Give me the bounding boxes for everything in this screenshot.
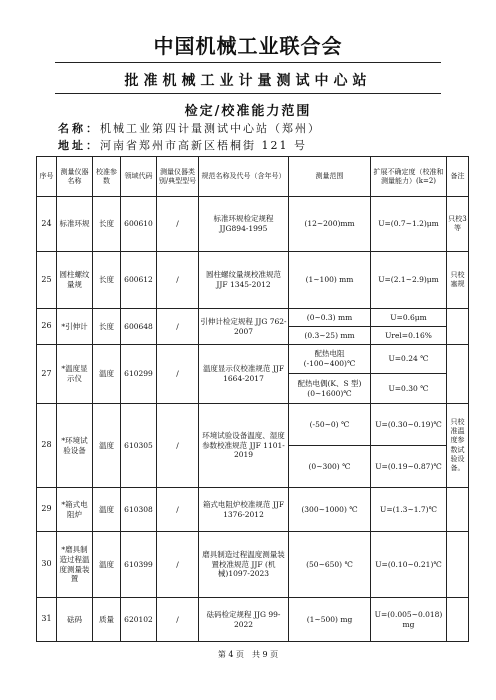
cell-spec: 温度显示仪校准规范 JJF 1664-2017	[199, 345, 289, 404]
cell-note	[447, 309, 469, 345]
cell-range: 配热电阻(-100~400)℃	[289, 345, 371, 374]
cell-instrument: 标准环规	[57, 197, 93, 252]
cell-param: 温度	[93, 488, 121, 532]
cell-instrument: *磨具制造过程温度测量装置	[57, 532, 93, 598]
cell-seq: 25	[37, 252, 57, 309]
table-header-row	[37, 157, 469, 197]
cell-note	[447, 488, 469, 532]
center-title: 批准机械工业计量测试中心站	[124, 73, 372, 89]
cell-param: 长度	[93, 252, 121, 309]
address-label: 地址：	[58, 139, 100, 152]
col-type: 测量仪器类别/典型型号	[157, 157, 199, 197]
cell-spec: 环境试验设备温度、湿度参数校准规范 JJF 1101-2019	[199, 404, 289, 488]
cell-param: 温度	[93, 345, 121, 404]
cell-type: /	[157, 404, 199, 488]
name-value: 机械工业第四计量测试中心站（郑州）	[100, 122, 321, 135]
header-rule-bottom	[55, 93, 441, 94]
col-instrument: 测量仪器名称	[57, 157, 93, 197]
cell-spec: 砝码检定规程 JJG 99-2022	[199, 598, 289, 642]
cell-code: 610308	[121, 488, 157, 532]
table-row	[37, 197, 469, 252]
cell-uncertainty: U=(0.30~0.19)℃	[371, 404, 447, 446]
cell-seq: 26	[37, 309, 57, 345]
cell-uncertainty: U=(0.005~0.018) mg	[371, 598, 447, 642]
cell-uncertainty: U=(2.1~2.9)μm	[371, 252, 447, 309]
col-param: 校准参数	[93, 157, 121, 197]
cell-param: 长度	[93, 197, 121, 252]
cell-range: (0~0.3) mm	[289, 309, 371, 327]
address-line	[58, 137, 307, 153]
cell-range: (12~200)mm	[289, 197, 371, 252]
table-row	[37, 598, 469, 642]
cell-param: 温度	[93, 404, 121, 488]
cell-spec: 磨具制造过程温度测量装置校准规范 JJF (机械)1097-2023	[199, 532, 289, 598]
cell-type: /	[157, 488, 199, 532]
cell-param: 长度	[93, 309, 121, 345]
col-seq: 序号	[37, 157, 57, 197]
cell-instrument: 圆柱螺纹量规	[57, 252, 93, 309]
cell-seq: 28	[37, 404, 57, 488]
cell-spec: 箱式电阻炉校准规范 JJF 1376-2012	[199, 488, 289, 532]
cell-instrument: *箱式电阻炉	[57, 488, 93, 532]
cell-type: /	[157, 532, 199, 598]
cell-type: /	[157, 252, 199, 309]
cell-note: 只校3等	[447, 197, 469, 252]
cell-uncertainty: U=(0.10~0.21)℃	[371, 532, 447, 598]
table-row	[37, 345, 469, 374]
cell-uncertainty: Urel=0.16%	[371, 327, 447, 345]
cell-spec: 标准环规检定规程 JJG894-1995	[199, 197, 289, 252]
table-row	[37, 488, 469, 532]
table-row	[37, 532, 469, 598]
cell-uncertainty: U=(0.19~0.87)℃	[371, 446, 447, 488]
cell-code: 620102	[121, 598, 157, 642]
cell-seq: 29	[37, 488, 57, 532]
cell-note	[447, 598, 469, 642]
scope-title: 检定/校准能力范围	[184, 104, 312, 119]
col-range: 测量范围	[289, 157, 371, 197]
cell-type: /	[157, 197, 199, 252]
cell-spec: 引伸计检定规程 JJG 762-2007	[199, 309, 289, 345]
cell-param: 温度	[93, 532, 121, 598]
header-rule-top	[55, 62, 441, 63]
cell-code: 610299	[121, 345, 157, 404]
table-row	[37, 252, 469, 309]
cell-code: 600610	[121, 197, 157, 252]
org-title: 中国机械工业联合会	[153, 34, 343, 58]
cell-note	[447, 532, 469, 598]
cell-type: /	[157, 345, 199, 404]
cell-range: (50~650) ℃	[289, 532, 371, 598]
cell-uncertainty: U=(1.3~1.7)℃	[371, 488, 447, 532]
cell-instrument: *引伸计	[57, 309, 93, 345]
cell-uncertainty: U=(0.7~1.2)μm	[371, 197, 447, 252]
cell-spec: 圆柱螺纹量规校准规范 JJF 1345-2012	[199, 252, 289, 309]
col-uncertainty: 扩展不确定度（校准和测量能力）(k=2)	[371, 157, 447, 197]
cell-uncertainty: U=0.6μm	[371, 309, 447, 327]
cell-range: (300~1000) ℃	[289, 488, 371, 532]
cell-instrument: 砝码	[57, 598, 93, 642]
name-line	[58, 120, 321, 136]
cell-note: 只校准温度参数试验设备。	[447, 404, 469, 488]
col-note: 备注	[447, 157, 469, 197]
col-spec: 规范名称及代号（含年号）	[199, 157, 289, 197]
cell-type: /	[157, 598, 199, 642]
cell-uncertainty: U=0.30 ℃	[371, 374, 447, 404]
address-value: 河南省郑州市高新区梧桐街 121 号	[100, 139, 307, 152]
cell-range: 配热电偶(K、S 型)(0~1600)℃	[289, 374, 371, 404]
cell-range: (0.3~25) mm	[289, 327, 371, 345]
cell-range: (1~100) mm	[289, 252, 371, 309]
name-label: 名称：	[58, 122, 100, 135]
cell-code: 600648	[121, 309, 157, 345]
cell-type: /	[157, 309, 199, 345]
cell-range: (0~300) ℃	[289, 446, 371, 488]
cell-instrument: *环境试验设备	[57, 404, 93, 488]
cell-seq: 24	[37, 197, 57, 252]
table-row	[37, 404, 469, 446]
cell-note	[447, 345, 469, 404]
capability-table	[36, 156, 469, 642]
page-number: 第 4 页 共 9 页	[217, 650, 279, 659]
cell-range: (1~500) mg	[289, 598, 371, 642]
cell-seq: 30	[37, 532, 57, 598]
cell-seq: 27	[37, 345, 57, 404]
cell-code: 610305	[121, 404, 157, 488]
cell-range: (-50~0) ℃	[289, 404, 371, 446]
cell-seq: 31	[37, 598, 57, 642]
cell-instrument: *温度显示仪	[57, 345, 93, 404]
cell-note: 只校塞规	[447, 252, 469, 309]
cell-code: 600612	[121, 252, 157, 309]
table-row	[37, 309, 469, 327]
cell-code: 610399	[121, 532, 157, 598]
cell-uncertainty: U=0.24 ℃	[371, 345, 447, 374]
cell-param: 质量	[93, 598, 121, 642]
col-code: 领域代码	[121, 157, 157, 197]
